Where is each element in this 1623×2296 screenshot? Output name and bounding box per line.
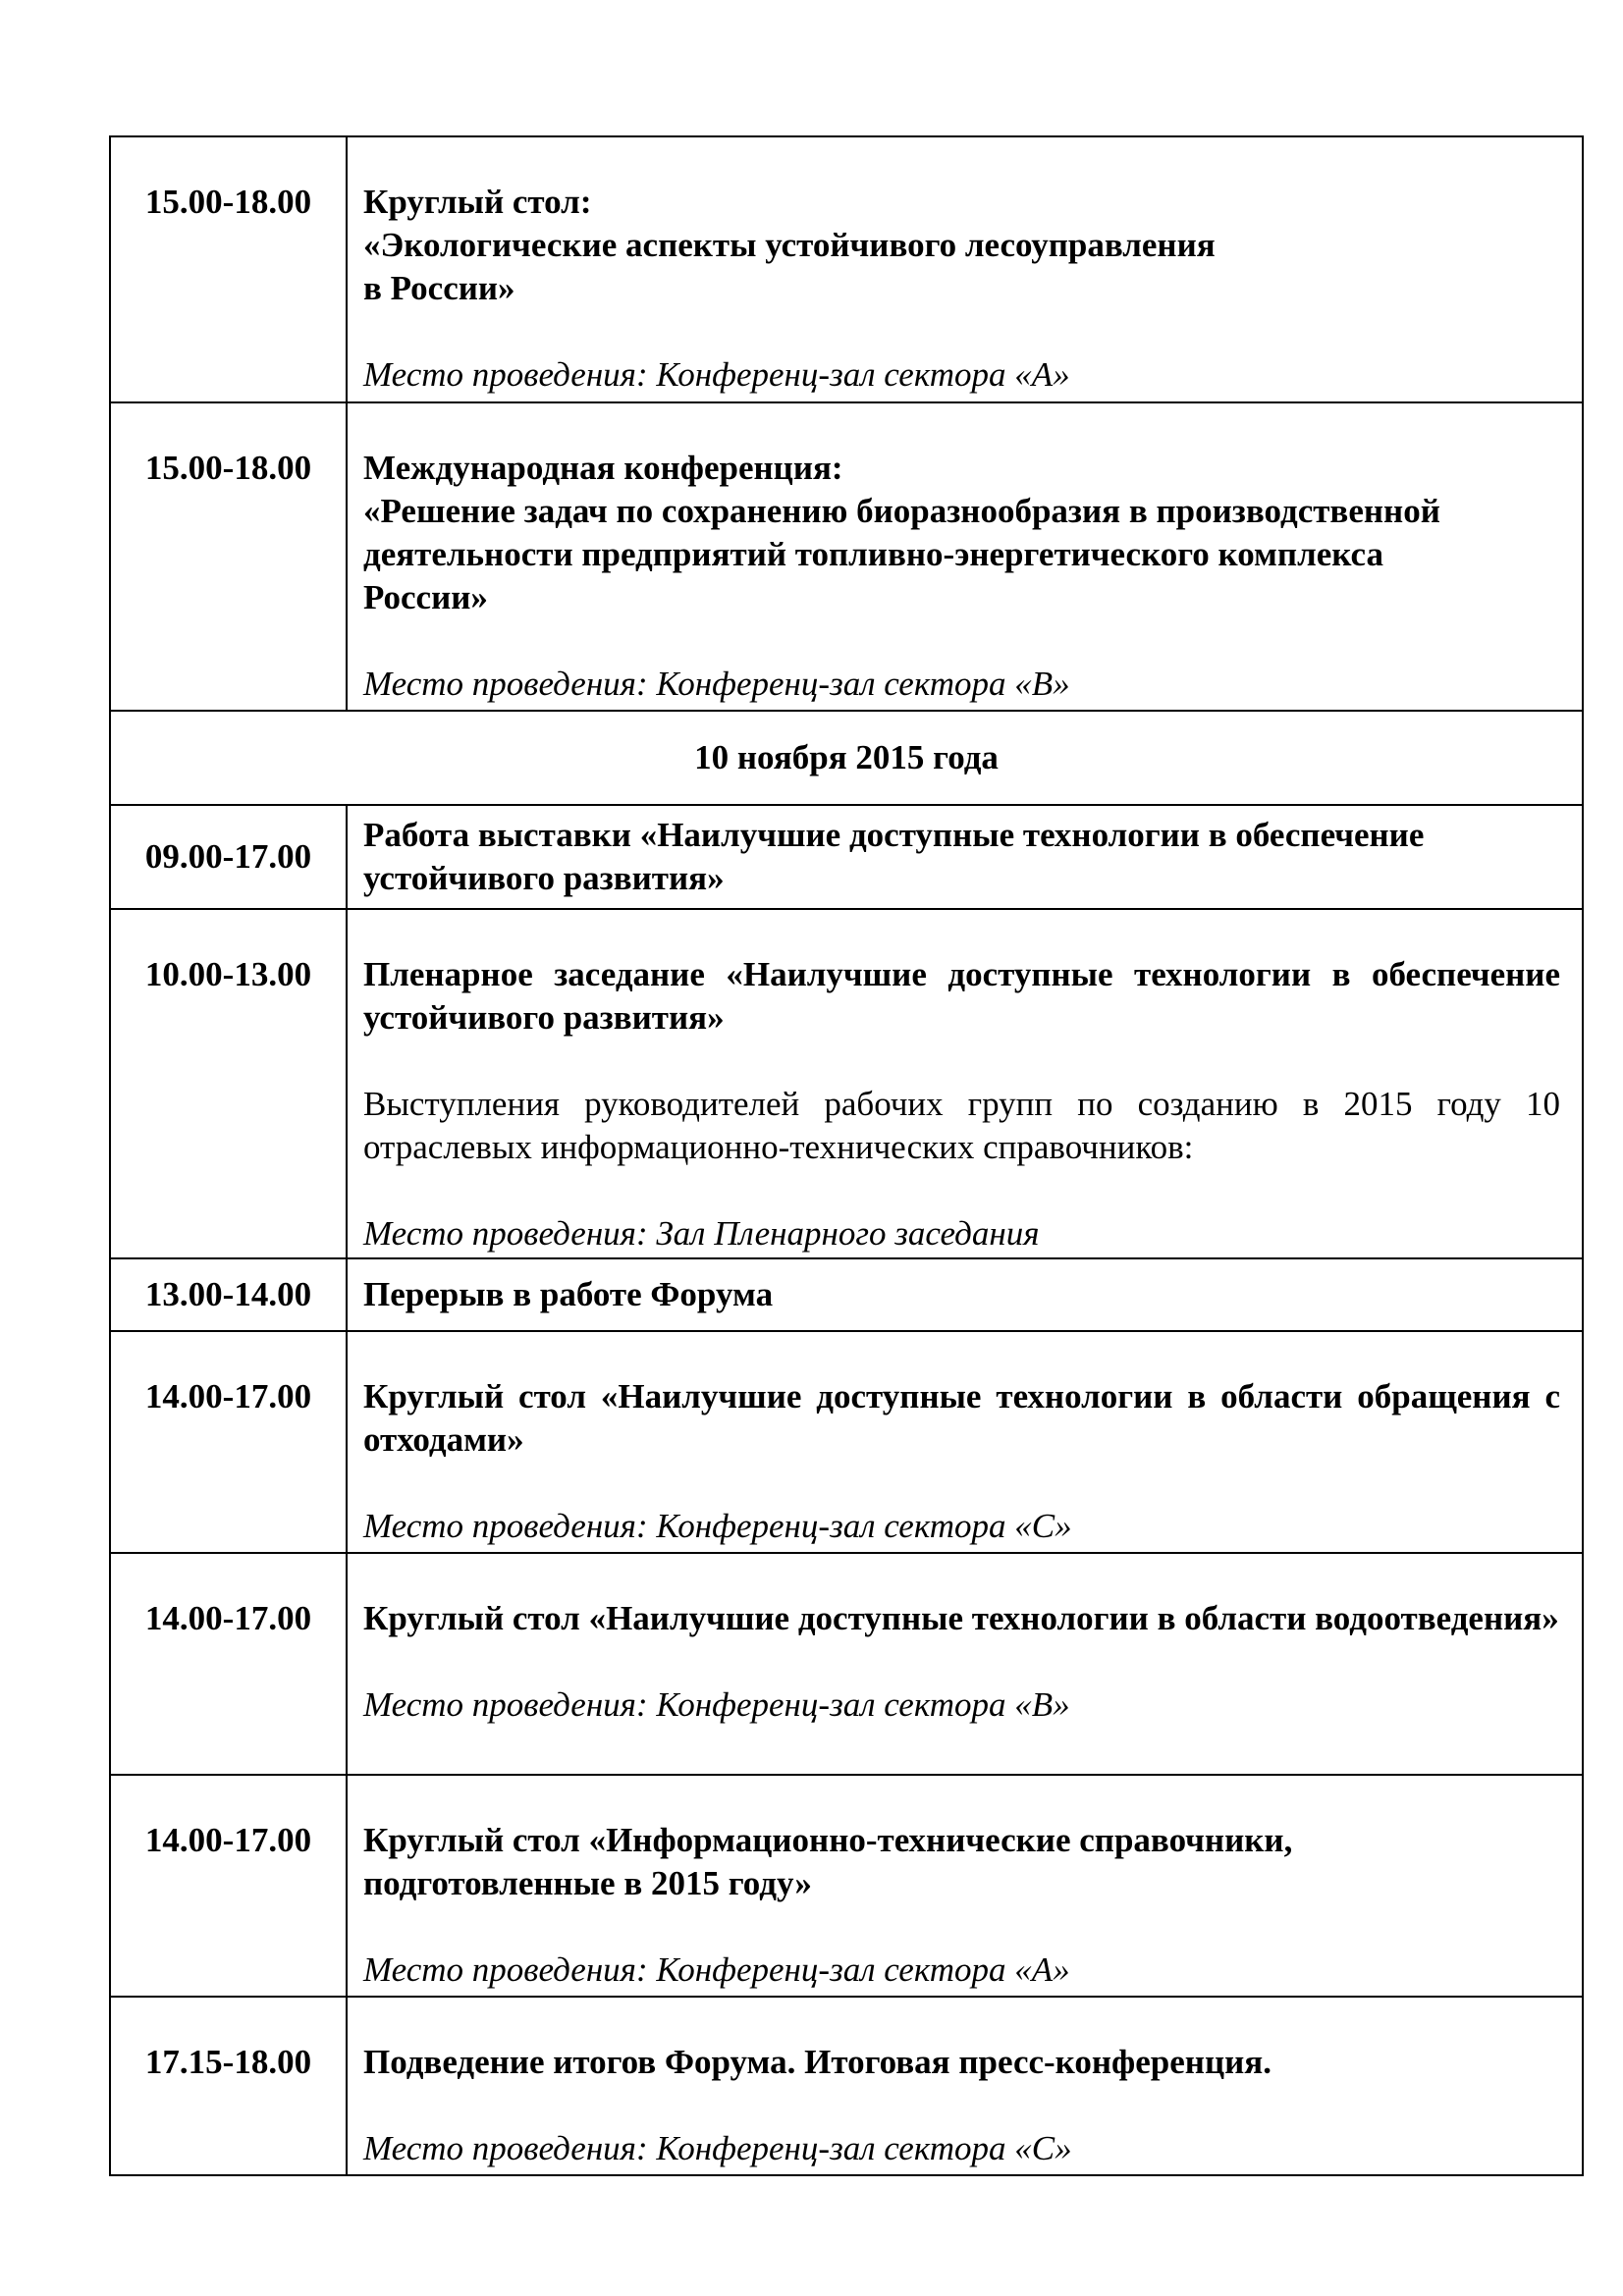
- table-row: [110, 136, 1583, 402]
- event-cell: [347, 1775, 1583, 1997]
- event-cell: [347, 909, 1583, 1258]
- session-time: 14.00-17.00: [144, 1377, 312, 1415]
- session-title: [363, 447, 1560, 619]
- session-venue: Место проведения: Конференц-зал сектора «С»: [363, 2129, 1072, 2167]
- session-title: Круглый стол «Наилучшие доступные технологии в области обращения с отходами»: [363, 1377, 1560, 1459]
- table-row: [110, 1258, 1583, 1331]
- time-cell: [110, 909, 347, 1258]
- table-row: [110, 402, 1583, 711]
- session-time: 09.00-17.00: [144, 837, 312, 876]
- session-title: [363, 181, 1560, 310]
- session-title-line: подготовленные в 2015 году»: [363, 1864, 812, 1902]
- date-heading: 10 ноября 2015 года: [110, 711, 1583, 805]
- time-cell: [110, 1775, 347, 1997]
- session-title: Круглый стол «Наилучшие доступные технологии в области водоотведения»: [363, 1599, 1559, 1637]
- time-cell: [110, 136, 347, 402]
- session-title: Пленарное заседание «Наилучшие доступные технологии в обеспечение устойчивого развития»: [363, 955, 1560, 1037]
- schedule-table: [109, 135, 1584, 2176]
- table-row: [110, 1997, 1583, 2175]
- session-title-line: Международная конференция:: [363, 449, 843, 487]
- session-title-line: Круглый стол:: [363, 183, 592, 221]
- session-time: 10.00-13.00: [144, 955, 312, 993]
- time-cell: [110, 1553, 347, 1775]
- session-title-line: деятельности предприятий топливно-энергетического комплекса: [363, 535, 1383, 573]
- event-cell: [347, 805, 1583, 909]
- session-title: [363, 1819, 1560, 1905]
- session-time: 15.00-18.00: [144, 449, 312, 487]
- session-venue: Место проведения: Конференц-зал сектора «А»: [363, 1950, 1070, 1989]
- session-title-line: в России»: [363, 269, 515, 307]
- session-title-line: Круглый стол «Информационно-технические справочники,: [363, 1821, 1293, 1859]
- session-description: Выступления руководителей рабочих групп по созданию в 2015 году 10 отраслевых информационно-технических справочников:: [363, 1085, 1560, 1166]
- table-row: [110, 805, 1583, 909]
- table-row: [110, 909, 1583, 1258]
- time-cell: [110, 1997, 347, 2175]
- event-cell: [347, 402, 1583, 711]
- session-venue: Место проведения: Зал Пленарного заседания: [363, 1214, 1040, 1253]
- session-time: 14.00-17.00: [144, 1599, 312, 1637]
- session-venue: Место проведения: Конференц-зал сектора «С»: [363, 1507, 1072, 1545]
- time-cell: [110, 1258, 347, 1331]
- event-cell: [347, 1553, 1583, 1775]
- session-time: 13.00-14.00: [144, 1275, 312, 1313]
- time-cell: [110, 1331, 347, 1553]
- event-cell: [347, 136, 1583, 402]
- session-time: 17.15-18.00: [144, 2043, 312, 2081]
- session-venue: Место проведения: Конференц-зал сектора «В»: [363, 1685, 1070, 1724]
- event-cell: [347, 1331, 1583, 1553]
- session-title: Перерыв в работе Форума: [363, 1275, 774, 1313]
- table-row: [110, 1553, 1583, 1775]
- session-title: Подведение итогов Форума. Итоговая пресс-конференция.: [363, 2043, 1271, 2081]
- session-venue: Место проведения: Конференц-зал сектора «В»: [363, 665, 1070, 703]
- event-cell: [347, 1258, 1583, 1331]
- event-cell: [347, 1997, 1583, 2175]
- time-cell: [110, 805, 347, 909]
- session-title-line: «Решение задач по сохранению биоразнообразия в производственной: [363, 492, 1440, 530]
- session-title: Работа выставки «Наилучшие доступные технологии в обеспечение устойчивого развития»: [363, 816, 1425, 897]
- table-row: [110, 1331, 1583, 1553]
- session-venue: Место проведения: Конференц-зал сектора «А»: [363, 355, 1070, 394]
- session-time: 14.00-17.00: [144, 1821, 312, 1859]
- table-row: [110, 1775, 1583, 1997]
- time-cell: [110, 402, 347, 711]
- session-title-line: России»: [363, 578, 488, 616]
- session-time: 15.00-18.00: [144, 183, 312, 221]
- date-header-row: [110, 711, 1583, 805]
- session-title-line: «Экологические аспекты устойчивого лесоуправления: [363, 226, 1216, 264]
